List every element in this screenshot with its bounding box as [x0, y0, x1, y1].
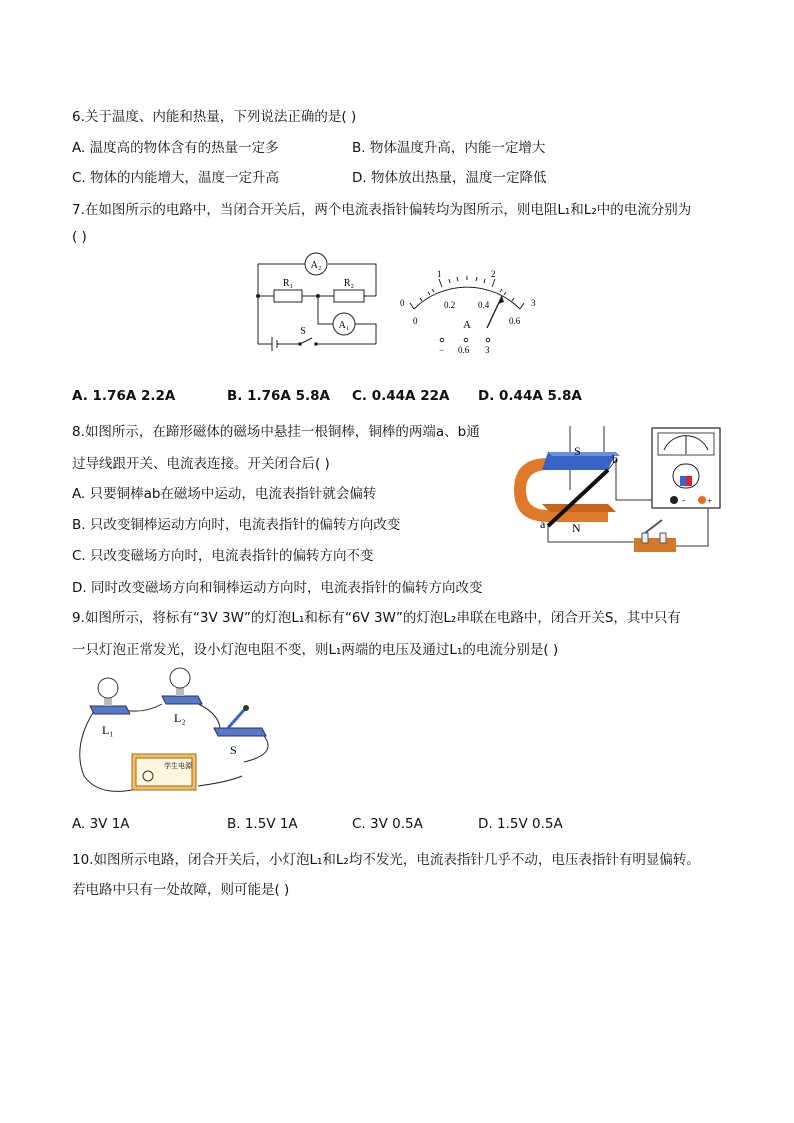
q9-series-circuit [68, 666, 278, 806]
q6-option-c[interactable]: C. 物体的内能增大，温度一定升高 [72, 170, 280, 186]
rod-end-a: a [540, 517, 546, 531]
q9-option-c[interactable]: C. 3V 0.5A [352, 816, 423, 832]
q7-stem-paren: ( ) [72, 229, 87, 245]
q7-option-d[interactable]: D. 0.44A 5.8A [478, 388, 582, 404]
q7-option-c[interactable]: C. 0.44A 22A [352, 388, 450, 404]
q7-stem: 7.在如图所示的电路中，当闭合开关后，两个电流表指针偏转均为图所示，则电阻L₁和L₂中的电流分别为 [72, 202, 692, 218]
terminal-0.6: 0.6 [458, 345, 470, 355]
magnet-n-label: N [572, 521, 581, 535]
supply-label: 学生电源 [164, 762, 192, 770]
dial-bottom-0: 0 [413, 316, 418, 326]
terminal-minus: − [439, 345, 445, 355]
dial-top-2: 2 [491, 269, 496, 279]
q9-stem-line2: 一只灯泡正常发光，设小灯泡电阻不变，则L₁两端的电压及通过L₁的电流分别是( ) [72, 642, 559, 658]
lamp-l1-label: L₁ [102, 723, 114, 737]
dial-top-0: 0 [400, 298, 405, 308]
q10-stem-line1: 10.如图所示电路，闭合开关后，小灯泡L₁和L₂均不发光，电流表指针几乎不动，电压表指针有明显偏转。 [72, 852, 700, 868]
q7-ammeter-dial [392, 266, 552, 358]
r2-label: R₂ [343, 278, 355, 289]
q9-option-b[interactable]: B. 1.5V 1A [227, 816, 298, 832]
q10-stem-line2: 若电路中只有一处故障，则可能是( ) [72, 882, 290, 898]
q8-option-b[interactable]: B. 只改变铜棒运动方向时，电流表指针的偏转方向改变 [72, 517, 401, 533]
dial-unit: A [463, 319, 471, 331]
dial-bottom-0.2: 0.2 [444, 300, 456, 310]
q9-stem-line1: 9.如图所示，将标有“3V 3W”的灯泡L₁和标有“6V 3W”的灯泡L₂串联在电路中，闭合开关S，其中只有 [72, 610, 681, 626]
q6-option-a[interactable]: A. 温度高的物体含有的热量一定多 [72, 140, 279, 156]
terminal-3: 3 [485, 345, 490, 355]
q6-stem: 6.关于温度、内能和热量，下列说法正确的是( ) [72, 109, 357, 125]
q7-option-a[interactable]: A. 1.76A 2.2A [72, 388, 176, 404]
dial-top-3: 3 [531, 298, 536, 308]
r1-label: R₁ [282, 278, 294, 289]
meter-plus: + [707, 496, 713, 506]
q8-stem-line1: 8.如图所示，在蹄形磁体的磁场中悬挂一根铜棒，铜棒的两端a、b通 [72, 424, 480, 440]
magnet-s-label: S [574, 444, 581, 458]
q8-option-a[interactable]: A. 只要铜棒ab在磁场中运动，电流表指针就会偏转 [72, 486, 377, 502]
q7-option-b[interactable]: B. 1.76A 5.8A [227, 388, 330, 404]
q7-circuit-diagram [250, 252, 385, 352]
rod-end-b: b [612, 452, 618, 466]
meter-minus: - [682, 495, 685, 505]
q8-option-c[interactable]: C. 只改变磁场方向时，电流表指针的偏转方向不变 [72, 548, 374, 564]
q9-option-d[interactable]: D. 1.5V 0.5A [478, 816, 563, 832]
q8-stem-line2: 过导线跟开关、电流表连接。开关闭合后( ) [72, 456, 330, 472]
a2-label: A₂ [310, 260, 322, 271]
lamp-l2-label: L₂ [174, 711, 186, 725]
switch-label: S [300, 326, 306, 337]
a1-label: A₁ [338, 320, 350, 331]
switch-s-label: S [230, 743, 237, 757]
q9-option-a[interactable]: A. 3V 1A [72, 816, 130, 832]
dial-top-1: 1 [437, 269, 442, 279]
q8-magnet-apparatus [508, 420, 728, 560]
q6-option-b[interactable]: B. 物体温度升高，内能一定增大 [352, 140, 546, 156]
q8-option-d[interactable]: D. 同时改变磁场方向和铜棒运动方向时，电流表指针的偏转方向改变 [72, 580, 483, 596]
dial-bottom-0.4: 0.4 [478, 300, 490, 310]
q6-option-d[interactable]: D. 物体放出热量，温度一定降低 [352, 170, 547, 186]
dial-bottom-0.6: 0.6 [509, 316, 521, 326]
